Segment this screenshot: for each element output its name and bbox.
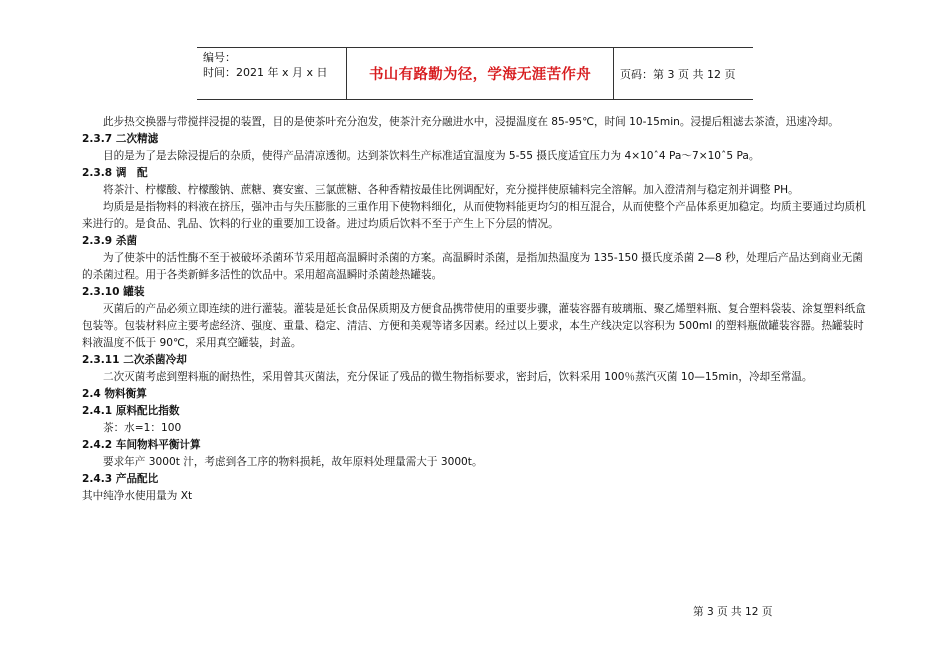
paragraph: 二次灭菌考虑到塑料瓶的耐热性，采用曾其灭菌法，充分保证了残品的微生物指标要求，密封后，饮料采用 100％蒸汽灭菌 10—15min，冷却至常温。 [103, 371, 813, 383]
page-footer: 第 3 页 共 12 页 [693, 606, 773, 618]
document-date: 时间：2021 年 x 月 x 日 [203, 66, 328, 79]
section-heading: 2.4.3 产品配比 [82, 473, 159, 485]
paragraph: 要求年产 3000t 汁，考虑到各工序的物料损耗，故年原料处理量需大于 3000t。 [103, 456, 483, 468]
header-meta [197, 48, 346, 99]
section-heading: 2.3.8 调 配 [82, 167, 148, 179]
page-header [197, 47, 753, 100]
section-heading: 2.3.7 二次精滤 [82, 133, 159, 145]
header-motto: 书山有路勤为径，学海无涯苦作舟 [346, 48, 614, 99]
header-page-number: 页码：第 3 页 共 12 页 [620, 67, 736, 81]
section-heading: 2.4.2 车间物料平衡计算 [82, 439, 201, 451]
paragraph: 茶：水=1：100 [103, 422, 182, 434]
paragraph: 其中纯净水使用量为 Xt [82, 490, 193, 502]
section-heading: 2.4 物料衡算 [82, 388, 147, 400]
section-heading: 2.3.11 二次杀菌冷却 [82, 354, 187, 366]
paragraph: 将茶汁、柠檬酸、柠檬酸钠、蔗糖、赛安蜜、三氯蔗糖、各种香精按最佳比例调配好，充分搅拌使原辅料完全溶解。加入澄清剂与稳定剂并调整 PH。 [103, 184, 799, 196]
paragraph: 目的是为了是去除浸提后的杂质，使得产品清凉透彻。达到茶饮料生产标准适宜温度为 5-55 摄氏度适宜压力为 4×10ˆ4 Pa～7×10ˆ5 Pa。 [103, 150, 760, 162]
paragraph: 灭菌后的产品必须立即连续的进行灌装。灌装是延长食品保质期及方便食品携带使用的重要步骤，灌装容器有玻璃瓶、聚乙烯塑料瓶、复合塑料袋装、涂复塑料纸盒包装等。包装材料应主要考虑经济、强度、重量、稳定、清洁、方便和美观等诸多因素。经过以上要求，本生产线决定以容积为 500ml 的塑料瓶做罐装容器。热罐装时料液温度不低于 90℃，采用真空罐装，封盖。 [82, 303, 866, 349]
section-heading: 2.4.1 原料配比指数 [82, 405, 180, 417]
document-number-label: 编号： [203, 51, 236, 64]
paragraph: 为了使茶中的活性酶不至于被破坏杀菌环节采用超高温瞬时杀菌的方案。高温瞬时杀菌，是指加热温度为 135-150 摄氏度杀菌 2—8 秒，处理后产品达到商业无菌的杀菌过程。用于各类新鲜多活性的饮品中。采用超高温瞬时杀菌趁热罐装。 [82, 252, 863, 281]
section-heading: 2.3.10 罐装 [82, 286, 145, 298]
section-heading: 2.3.9 杀菌 [82, 235, 138, 247]
document-body [82, 114, 872, 505]
paragraph: 均质是是指物料的料液在挤压，强冲击与失压膨胀的三重作用下使物料细化，从而使物料能更均匀的相互混合，从而使整个产品体系更加稳定。均质主要通过均质机来进行的。是食品、乳品、饮料的行业的重要加工设备。进过均质后饮料不至于产生上下分层的情况。 [82, 201, 866, 230]
paragraph: 此步热交换器与带搅拌浸提的装置，目的是使茶叶充分泡发，使茶汁充分融进水中，浸提温度在 85-95℃，时间 10-15min。浸提后粗滤去茶渣，迅速冷却。 [103, 116, 839, 128]
